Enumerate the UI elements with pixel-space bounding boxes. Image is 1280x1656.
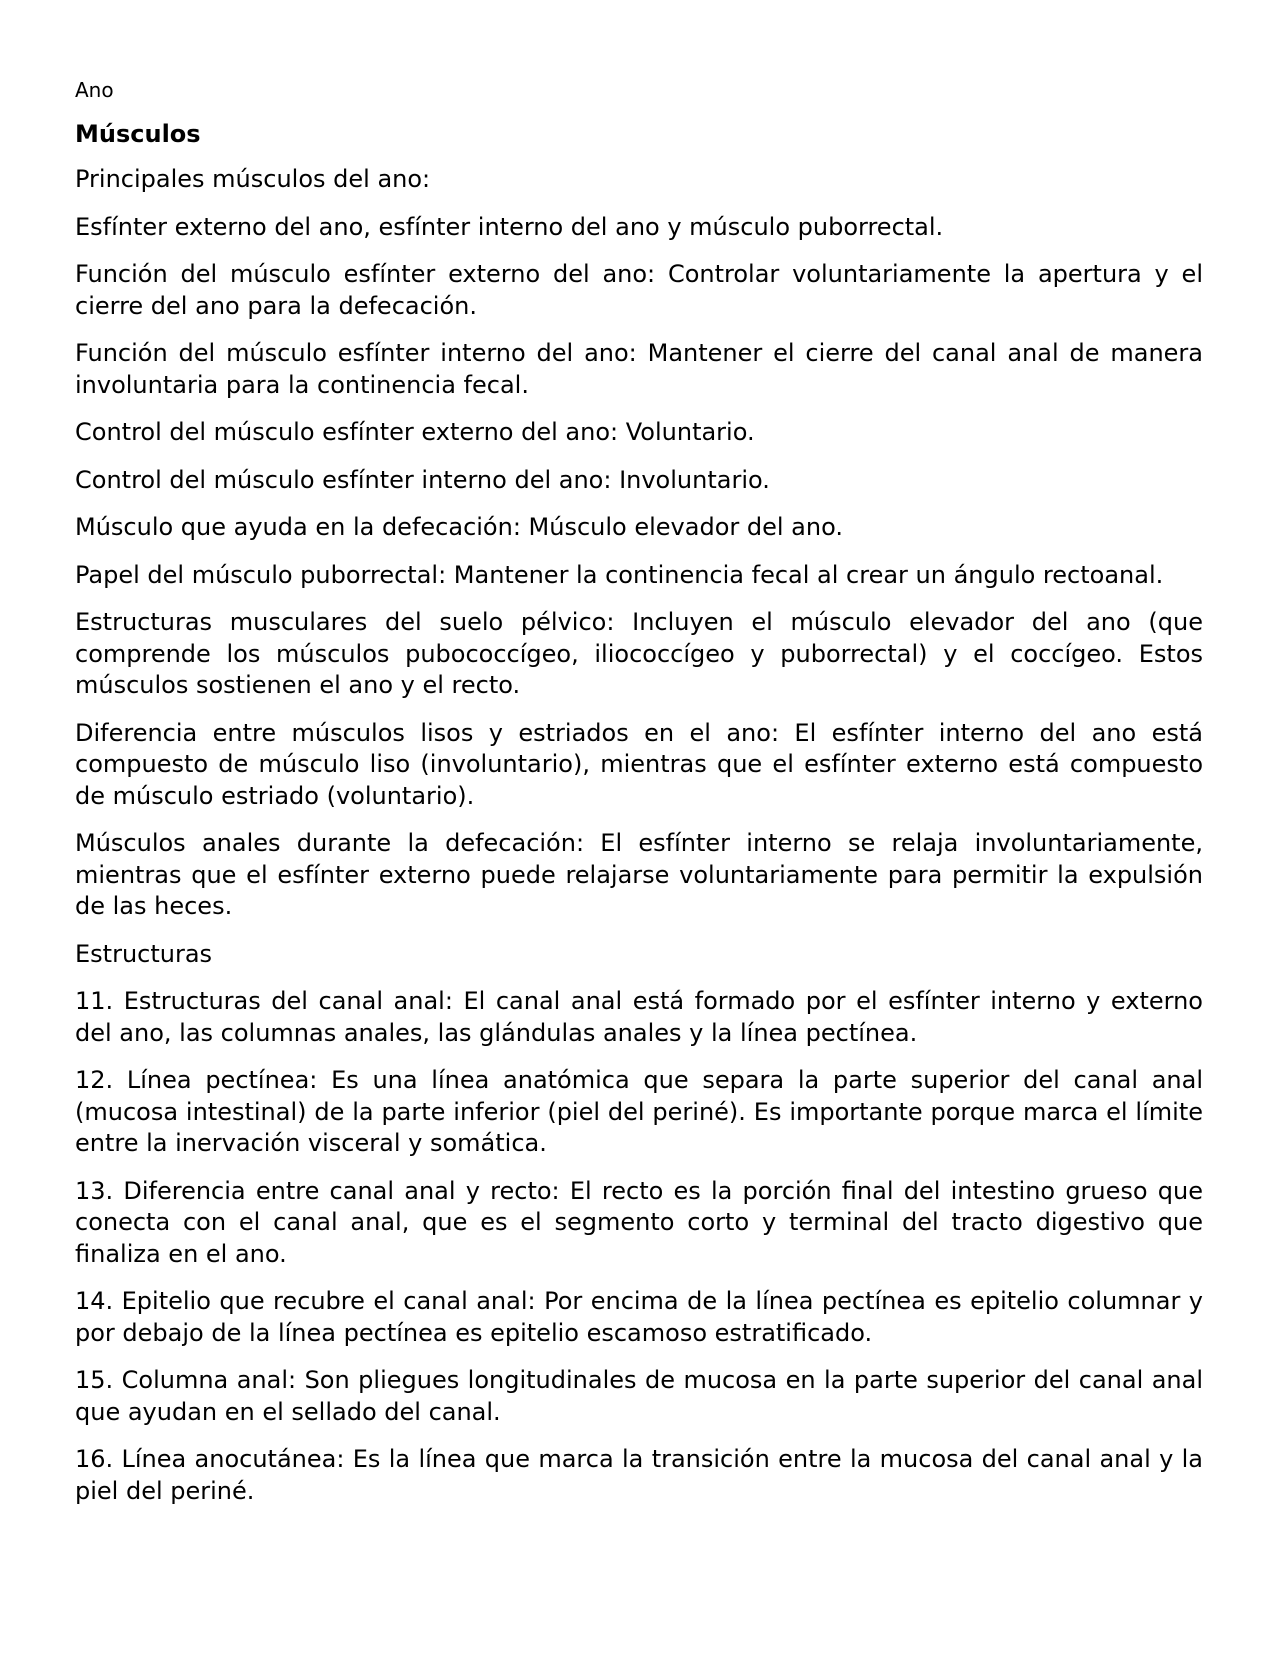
numbered-paragraph: 12. Línea pectínea: Es una línea anatómica que separa la parte superior del canal anal (mucosa intestinal) de la parte inferior (piel del periné). Es importante porque marca el límite entre la inervación visceral y somática.	[75, 1066, 1203, 1157]
paragraph: Músculos anales durante la defecación: El esfínter interno se relaja involuntariamente, mientras que el esfínter externo puede relajarse voluntariamente para permitir la expulsión de las heces.	[75, 829, 1203, 920]
numbered-paragraph: 16. Línea anocutánea: Es la línea que marca la transición entre la mucosa del canal anal y la piel del periné.	[75, 1445, 1203, 1505]
paragraph: Diferencia entre músculos lisos y estriados en el ano: El esfínter interno del ano está compuesto de músculo liso (involuntario), mientras que el esfínter externo está compuesto de músculo estriado (voluntario).	[75, 718, 1203, 810]
numbered-paragraph: 13. Diferencia entre canal anal y recto: El recto es la porción final del intestino grueso que conecta con el canal anal, que es el segmento corto y terminal del tracto digestivo que finaliza en el ano.	[75, 1176, 1203, 1268]
numbered-paragraph: 11. Estructuras del canal anal: El canal anal está formado por el esfínter interno y externo del ano, las columnas anales, las glándulas anales y la línea pectínea.	[75, 987, 1203, 1047]
document-page	[75, 76, 1203, 1523]
section-heading-musculos: Músculos	[75, 120, 201, 148]
paragraph: Función del músculo esfínter interno del ano: Mantener el cierre del canal anal de manera involuntaria para la continencia fecal.	[75, 339, 1203, 399]
numbered-paragraph: 15. Columna anal: Son pliegues longitudinales de mucosa en la parte superior del canal anal que ayudan en el sellado del canal.	[75, 1366, 1203, 1426]
paragraph: Esfínter externo del ano, esfínter interno del ano y músculo puborrectal.	[75, 212, 944, 241]
paragraph: Control del músculo esfínter interno del ano: Involuntario.	[75, 465, 770, 494]
paragraph: Función del músculo esfínter externo del ano: Controlar voluntariamente la apertura y el cierre del ano para la defecación.	[75, 260, 1203, 320]
section-label-estructuras: Estructuras	[75, 939, 213, 968]
paragraph: Músculo que ayuda en la defecación: Músculo elevador del ano.	[75, 513, 843, 541]
document-title: Ano	[75, 78, 114, 102]
paragraph: Papel del músculo puborrectal: Mantener la continencia fecal al crear un ángulo rectoanal.	[75, 560, 1164, 589]
paragraph: Estructuras musculares del suelo pélvico: Incluyen el músculo elevador del ano (que comprende los músculos pubococcígeo, iliococcígeo y puborrectal) y el coccígeo. Estos músculos sostienen el ano y el recto.	[75, 608, 1203, 699]
paragraph: Control del músculo esfínter externo del ano: Voluntario.	[75, 418, 755, 446]
numbered-paragraph: 14. Epitelio que recubre el canal anal: Por encima de la línea pectínea es epitelio columnar y por debajo de la línea pectínea es epitelio escamoso estratificado.	[75, 1287, 1203, 1347]
paragraph: Principales músculos del ano:	[75, 165, 431, 193]
